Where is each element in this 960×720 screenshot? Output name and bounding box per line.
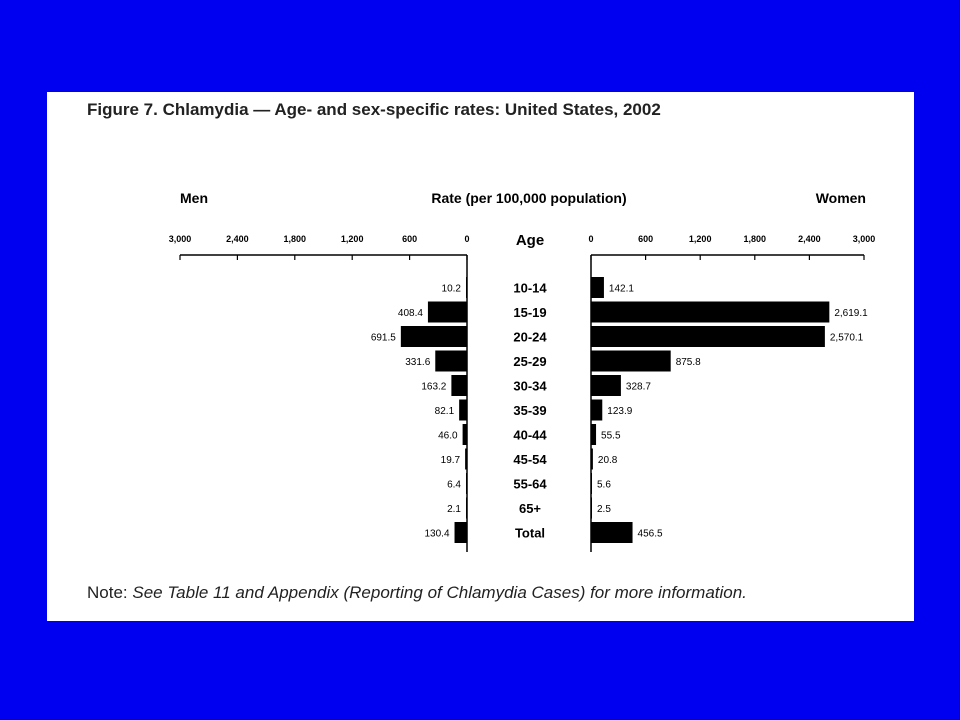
men-value-label: 130.4 bbox=[424, 528, 450, 540]
figure-title: Figure 7. Chlamydia — Age- and sex-specific rates: United States, 2002 bbox=[87, 100, 661, 119]
category-label: 25-29 bbox=[513, 354, 547, 369]
women-tick-label: 1,800 bbox=[743, 234, 767, 244]
men-tick-label: 1,800 bbox=[283, 234, 307, 244]
women-value-label: 2.5 bbox=[597, 504, 611, 515]
men-value-label: 82.1 bbox=[434, 406, 455, 417]
category-label: 45-54 bbox=[513, 452, 547, 467]
men-value-label: 331.6 bbox=[405, 357, 431, 368]
category-label: 55-64 bbox=[513, 476, 547, 492]
women-bar bbox=[591, 277, 604, 298]
women-value-label: 142.1 bbox=[608, 283, 634, 295]
men-tick-label: 2,400 bbox=[226, 234, 249, 244]
men-tick-label: 600 bbox=[402, 234, 418, 244]
men-value-label: 46.0 bbox=[438, 430, 458, 442]
men-bar bbox=[451, 375, 467, 396]
note-prefix: Note: bbox=[87, 583, 128, 602]
right-label: Women bbox=[815, 190, 866, 206]
men-bar bbox=[465, 449, 467, 470]
women-bar bbox=[591, 351, 671, 372]
women-value-label: 5.6 bbox=[597, 479, 611, 491]
left-label: Men bbox=[180, 190, 208, 206]
men-bar bbox=[466, 498, 467, 519]
women-bar bbox=[591, 375, 621, 396]
men-value-label: 691.5 bbox=[370, 332, 396, 344]
men-bar bbox=[463, 424, 467, 445]
women-tick-label: 600 bbox=[638, 234, 654, 244]
men-tick-label: 0 bbox=[464, 234, 470, 244]
women-value-label: 328.7 bbox=[625, 381, 651, 393]
category-label: 20-24 bbox=[513, 329, 547, 345]
women-bar bbox=[591, 473, 592, 494]
men-tick-label: 1,200 bbox=[340, 234, 364, 244]
women-bar bbox=[591, 302, 829, 323]
women-value-label: 2,619.1 bbox=[834, 308, 868, 319]
men-value-label: 6.4 bbox=[447, 479, 461, 491]
women-value-label: 20.8 bbox=[597, 455, 618, 466]
women-bar bbox=[591, 424, 596, 445]
category-label: 40-44 bbox=[513, 427, 547, 443]
men-bar bbox=[435, 351, 467, 372]
category-label: 15-19 bbox=[513, 305, 547, 320]
women-tick-label: 0 bbox=[588, 234, 594, 244]
women-tick-label: 3,000 bbox=[852, 234, 876, 244]
category-label: Total bbox=[514, 525, 546, 541]
men-bar bbox=[455, 522, 467, 543]
category-label: 35-39 bbox=[513, 403, 547, 418]
men-bar bbox=[428, 302, 467, 323]
men-value-label: 408.4 bbox=[397, 308, 423, 319]
note-text: See Table 11 and Appendix (Reporting of Chlamydia Cases) for more information. bbox=[132, 583, 747, 602]
category-label: 65+ bbox=[518, 501, 542, 516]
men-tick-label: 3,000 bbox=[168, 234, 192, 244]
women-bar bbox=[591, 400, 602, 421]
women-value-label: 875.8 bbox=[675, 357, 701, 368]
women-tick-label: 1,200 bbox=[688, 234, 712, 244]
women-value-label: 456.5 bbox=[637, 528, 663, 540]
men-value-label: 10.2 bbox=[441, 283, 461, 295]
women-value-label: 55.5 bbox=[601, 430, 621, 442]
men-bar bbox=[459, 400, 467, 421]
men-value-label: 19.7 bbox=[440, 455, 461, 466]
women-value-label: 123.9 bbox=[607, 406, 633, 417]
category-label: 30-34 bbox=[513, 378, 547, 394]
category-header: Age bbox=[515, 232, 545, 249]
men-bar bbox=[466, 473, 467, 494]
women-bar bbox=[591, 326, 825, 347]
category-label: 10-14 bbox=[513, 280, 547, 296]
men-value-label: 2.1 bbox=[447, 504, 461, 515]
women-bar bbox=[591, 449, 593, 470]
women-bar bbox=[591, 522, 633, 543]
men-bar bbox=[466, 277, 467, 298]
axis-label: Rate (per 100,000 population) bbox=[431, 190, 627, 206]
women-bar bbox=[591, 498, 592, 519]
women-value-label: 2,570.1 bbox=[829, 332, 864, 344]
figure-note bbox=[87, 583, 747, 603]
men-value-label: 163.2 bbox=[421, 381, 447, 393]
women-tick-label: 2,400 bbox=[798, 234, 821, 244]
men-bar bbox=[401, 326, 467, 347]
